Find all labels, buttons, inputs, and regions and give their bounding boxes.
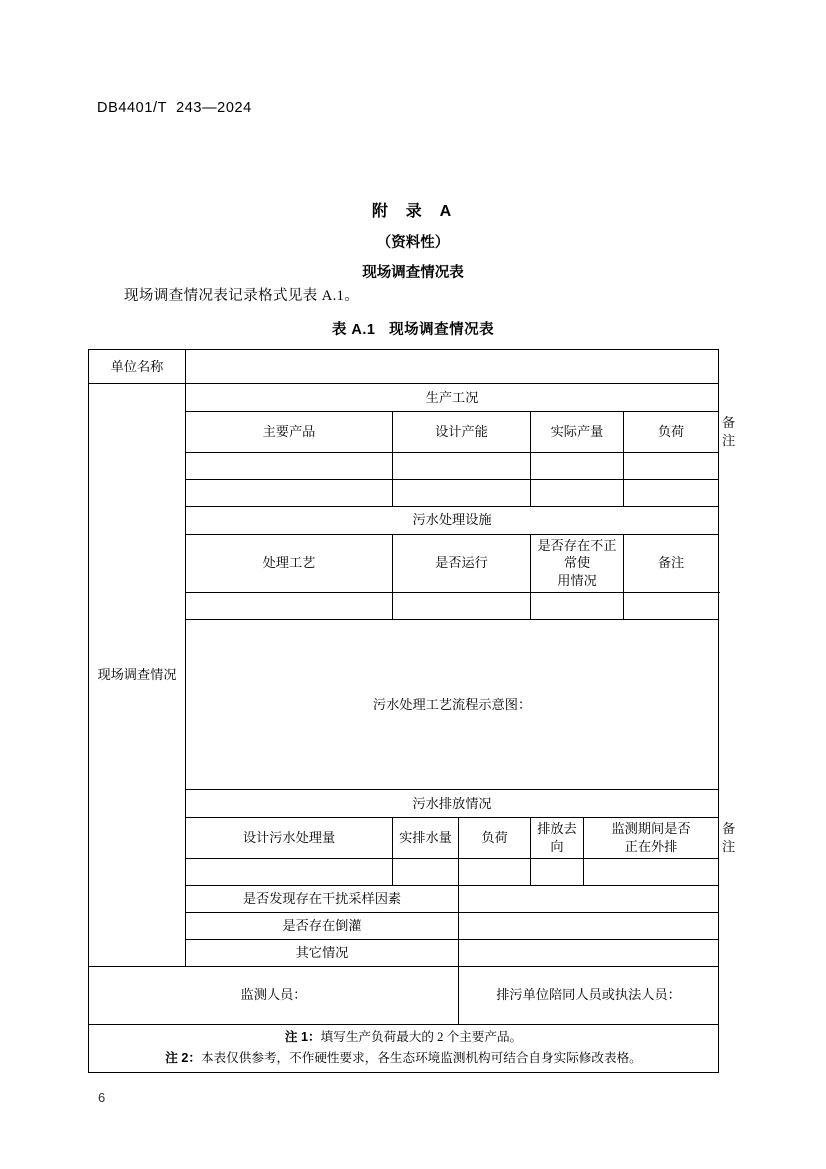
table-row-notes <box>89 1024 719 1072</box>
facility-header-process: 处理工艺 <box>186 534 393 592</box>
facility-header-abnormal-use-line2: 用情况 <box>557 573 597 589</box>
annex-title: 附 录 A <box>371 203 455 220</box>
annex-subtitle: 现场调查情况表 <box>362 265 464 281</box>
note-line-2 <box>92 1048 715 1069</box>
check-label-sampling-interference: 是否发现存在干扰采样因素 <box>186 885 459 912</box>
document-header-code: DB4401/T 243—2024 <box>97 100 252 116</box>
table-row-signatures <box>89 966 719 1024</box>
note-line-1 <box>92 1027 715 1048</box>
production-cell-load[interactable] <box>624 452 719 479</box>
table-row-production-headers: 主要产品 设计产能 实际产量 负荷 备注 <box>89 412 719 453</box>
signature-monitor-label: 监测人员： <box>240 987 307 1003</box>
discharge-header-design-volume: 设计污水处理量 <box>186 818 393 859</box>
signature-accompany-personnel[interactable] <box>459 966 719 1024</box>
facility-cell-process[interactable] <box>186 593 393 620</box>
flow-diagram-label: 污水处理工艺流程示意图： <box>372 696 532 712</box>
production-cell-design-capacity[interactable] <box>393 479 531 506</box>
table-caption: 表 A.1 现场调查情况表 <box>331 322 495 338</box>
facility-header-remark: 备注 <box>624 534 719 592</box>
signature-monitor-personnel[interactable] <box>89 966 459 1024</box>
notes-cell <box>89 1024 719 1072</box>
check-label-other: 其它情况 <box>186 939 459 966</box>
table-row-unit-name <box>89 350 719 384</box>
check-label-backflow: 是否存在倒灌 <box>186 912 459 939</box>
discharge-cell-external-discharge[interactable] <box>584 858 719 885</box>
note-text-1: 填写生产负荷最大的 2 个主要产品。 <box>320 1029 523 1044</box>
facility-section-title: 污水处理设施 <box>186 506 719 534</box>
flow-diagram-cell[interactable] <box>186 620 719 790</box>
annex-title-block <box>0 198 826 282</box>
facility-header-abnormal-use <box>531 534 624 592</box>
survey-form-table <box>88 349 736 1073</box>
note-text-2: 本表仅供参考，不作硬性要求，各生态环境监测机构可结合自身实际修改表格。 <box>200 1051 642 1066</box>
production-header-actual-output: 实际产量 <box>531 412 624 453</box>
check-value-sampling-interference[interactable] <box>459 885 719 912</box>
production-header-main-product: 主要产品 <box>186 412 393 453</box>
discharge-header-destination: 排放去向 <box>531 818 584 859</box>
discharge-cell-destination[interactable] <box>531 858 584 885</box>
survey-form-container <box>88 349 736 1073</box>
note-key-1: 注 1： <box>284 1029 321 1044</box>
discharge-header-external-line2: 正在外排 <box>624 838 678 854</box>
facility-cell-abnormal-use[interactable] <box>531 593 624 620</box>
table-row-discharge-headers: 设计污水处理量 实排水量 负荷 排放去向 监测期间是否 正在外排 备注 <box>89 818 719 859</box>
discharge-header-external-discharge <box>584 818 719 859</box>
facility-cell-running[interactable] <box>393 593 531 620</box>
discharge-cell-design-volume[interactable] <box>186 858 393 885</box>
discharge-header-actual-volume: 实排水量 <box>393 818 459 859</box>
signature-accompany-label: 排污单位陪同人员或执法人员： <box>496 987 681 1003</box>
side-label-survey-situation: 现场调查情况 <box>89 384 186 967</box>
production-cell-actual-output[interactable] <box>531 452 624 479</box>
page-number: 6 <box>98 1090 106 1105</box>
production-header-design-capacity: 设计产能 <box>393 412 531 453</box>
unit-name-label: 单位名称 <box>89 350 186 384</box>
table-row-production-title <box>89 384 719 412</box>
unit-name-value[interactable] <box>186 350 719 384</box>
production-cell-main-product[interactable] <box>186 479 393 506</box>
production-cell-load[interactable] <box>624 479 719 506</box>
annex-kind: （资料性） <box>376 235 450 251</box>
production-header-load: 负荷 <box>624 412 719 453</box>
production-cell-actual-output[interactable] <box>531 479 624 506</box>
facility-cell-remark[interactable] <box>624 593 719 620</box>
discharge-cell-load[interactable] <box>459 858 531 885</box>
check-value-backflow[interactable] <box>459 912 719 939</box>
facility-header-running: 是否运行 <box>393 534 531 592</box>
discharge-header-load: 负荷 <box>459 818 531 859</box>
facility-header-abnormal-use-line1: 是否存在不正常使 <box>537 537 617 571</box>
production-cell-design-capacity[interactable] <box>393 452 531 479</box>
production-cell-main-product[interactable] <box>186 452 393 479</box>
discharge-cell-actual-volume[interactable] <box>393 858 459 885</box>
check-value-other[interactable] <box>459 939 719 966</box>
discharge-section-title: 污水排放情况 <box>186 790 719 818</box>
production-section-title: 生产工况 <box>186 384 719 412</box>
discharge-header-external-line1: 监测期间是否 <box>611 821 691 837</box>
intro-paragraph: 现场调查情况表记录格式见表 A.1。 <box>124 288 360 304</box>
note-key-2: 注 2： <box>165 1051 201 1066</box>
